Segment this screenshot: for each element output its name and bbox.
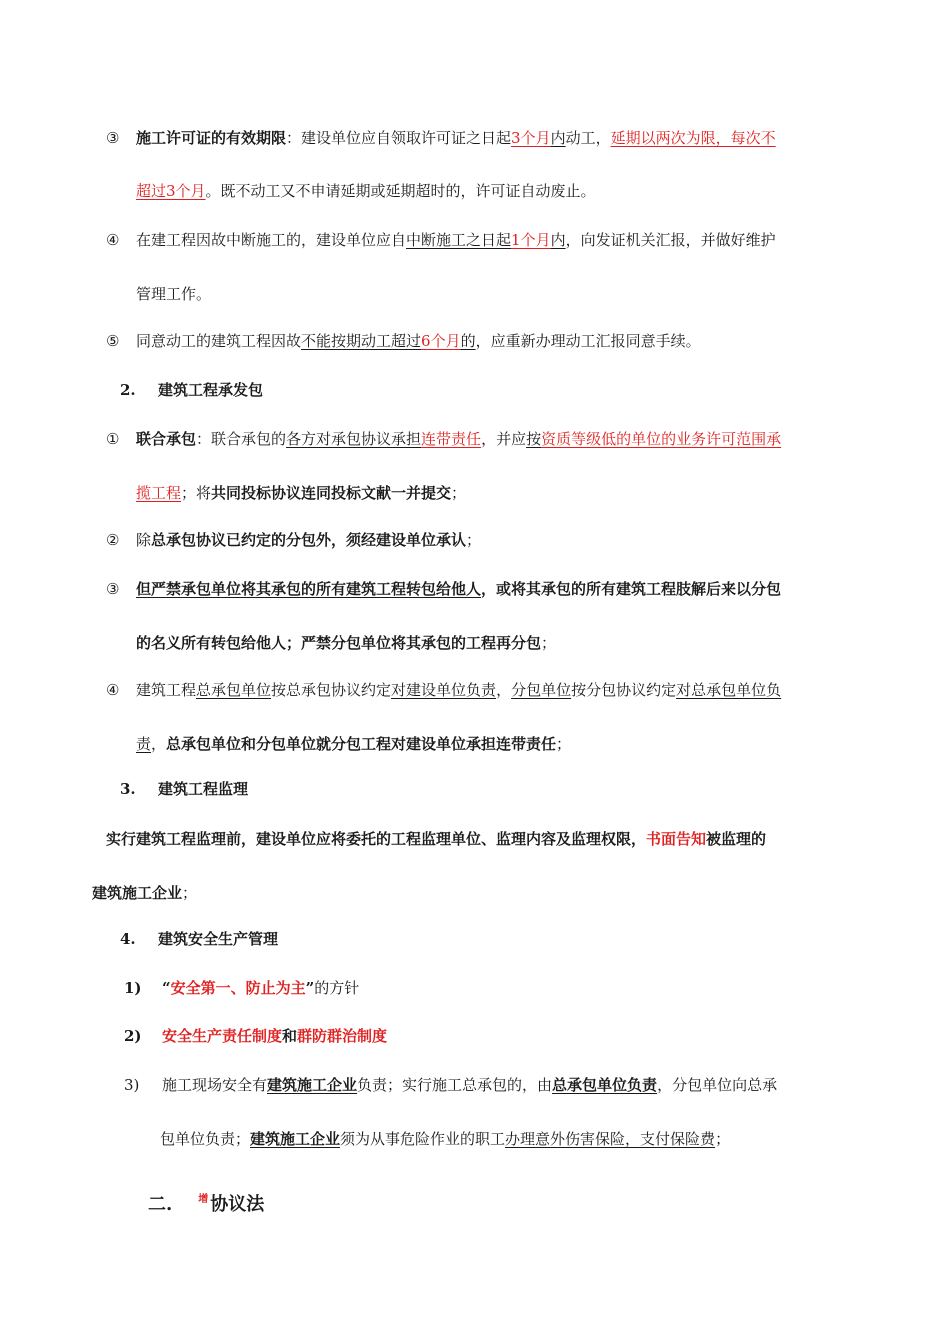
added-marker: 增 xyxy=(198,1194,209,1205)
safety-item-3: 3) 施工现场安全有建筑施工企业负责；实行施工总承包的，由总承包单位负责，分包单位向总承 xyxy=(124,1076,778,1094)
clause-heading: 施工许可证的有效期限 xyxy=(136,129,287,147)
clause-suspension-cont: 管理工作。 xyxy=(136,285,212,303)
clause-subcontract-approval: ② 除总承包协议已约定的分包外，须经建设单位承认； xyxy=(106,531,482,549)
clause-validity-period-cont: 超过3个月。既不动工又不申请延期或延期超时的，许可证自动废止。 xyxy=(136,182,596,200)
clause-responsibility-cont: 责，总承包单位和分包单位就分包工程对建设单位承担连带责任； xyxy=(136,735,572,753)
clause-marker: ③ xyxy=(106,580,120,598)
clause-marker: ④ xyxy=(106,681,120,699)
section-heading-supervision: 3. 建筑工程监理 xyxy=(120,780,249,798)
clause-marker: ① xyxy=(106,430,120,448)
clause-marker: ⑤ xyxy=(106,332,120,350)
clause-joint-contracting: ① 联合承包：联合承包的各方对承包协议承担连带责任，并应按资质等级低的单位的业务许可范围承 xyxy=(106,430,782,448)
clause-responsibility: ④ 建筑工程总承包单位按总承包协议约定对建设单位负责，分包单位按分包协议约定对总承包单位负 xyxy=(106,681,782,699)
clause-marker: ② xyxy=(106,531,120,549)
section-heading-contracting: 2. 建筑工程承发包 xyxy=(120,381,264,399)
section-heading-safety: 4. 建筑安全生产管理 xyxy=(120,930,279,948)
clause-joint-contracting-cont: 揽工程；将共同投标协议连同投标文献一并提交； xyxy=(136,484,467,502)
chapter-heading-contract-law: 二. $^增$ 协议法 xyxy=(148,1194,265,1215)
safety-item-3-cont: 包单位负责；建筑施工企业须为从事危险作业的职工办理意外伤害保险，支付保险费； xyxy=(160,1130,731,1148)
clause-validity-period: ③ 施工许可证的有效期限：建设单位应自领取许可证之日起3个月内动工，延期以两次为限，每次不 xyxy=(106,129,776,147)
safety-item-1: 1) “安全第一、防止为主”的方针 xyxy=(124,979,360,997)
clause-prohibit-transfer-cont: 的名义所有转包给他人；严禁分包单位将其承包的工程再分包； xyxy=(136,634,557,652)
clause-marker: ③ xyxy=(106,129,120,147)
clause-prohibit-transfer: ③ 但严禁承包单位将其承包的所有建筑工程转包给他人，或将其承包的所有建筑工程肢解后来以分包 xyxy=(106,580,782,598)
clause-suspension: ④ 在建工程因故中断施工的，建设单位应自中断施工之日起1个月内，向发证机关汇报，并做好维护 xyxy=(106,231,776,249)
supervision-paragraph-cont: 建筑施工企业； xyxy=(92,884,198,902)
clause-marker: ④ xyxy=(106,231,120,249)
supervision-paragraph: 实行建筑工程监理前，建设单位应将委托的工程监理单位、监理内容及监理权限，书面告知被监理的 xyxy=(106,830,767,848)
clause-delay: ⑤ 同意动工的建筑工程因故不能按期动工超过6个月的，应重新办理动工汇报同意手续。 xyxy=(106,332,701,350)
safety-item-2: 2) 安全生产责任制度和群防群治制度 xyxy=(124,1027,388,1045)
